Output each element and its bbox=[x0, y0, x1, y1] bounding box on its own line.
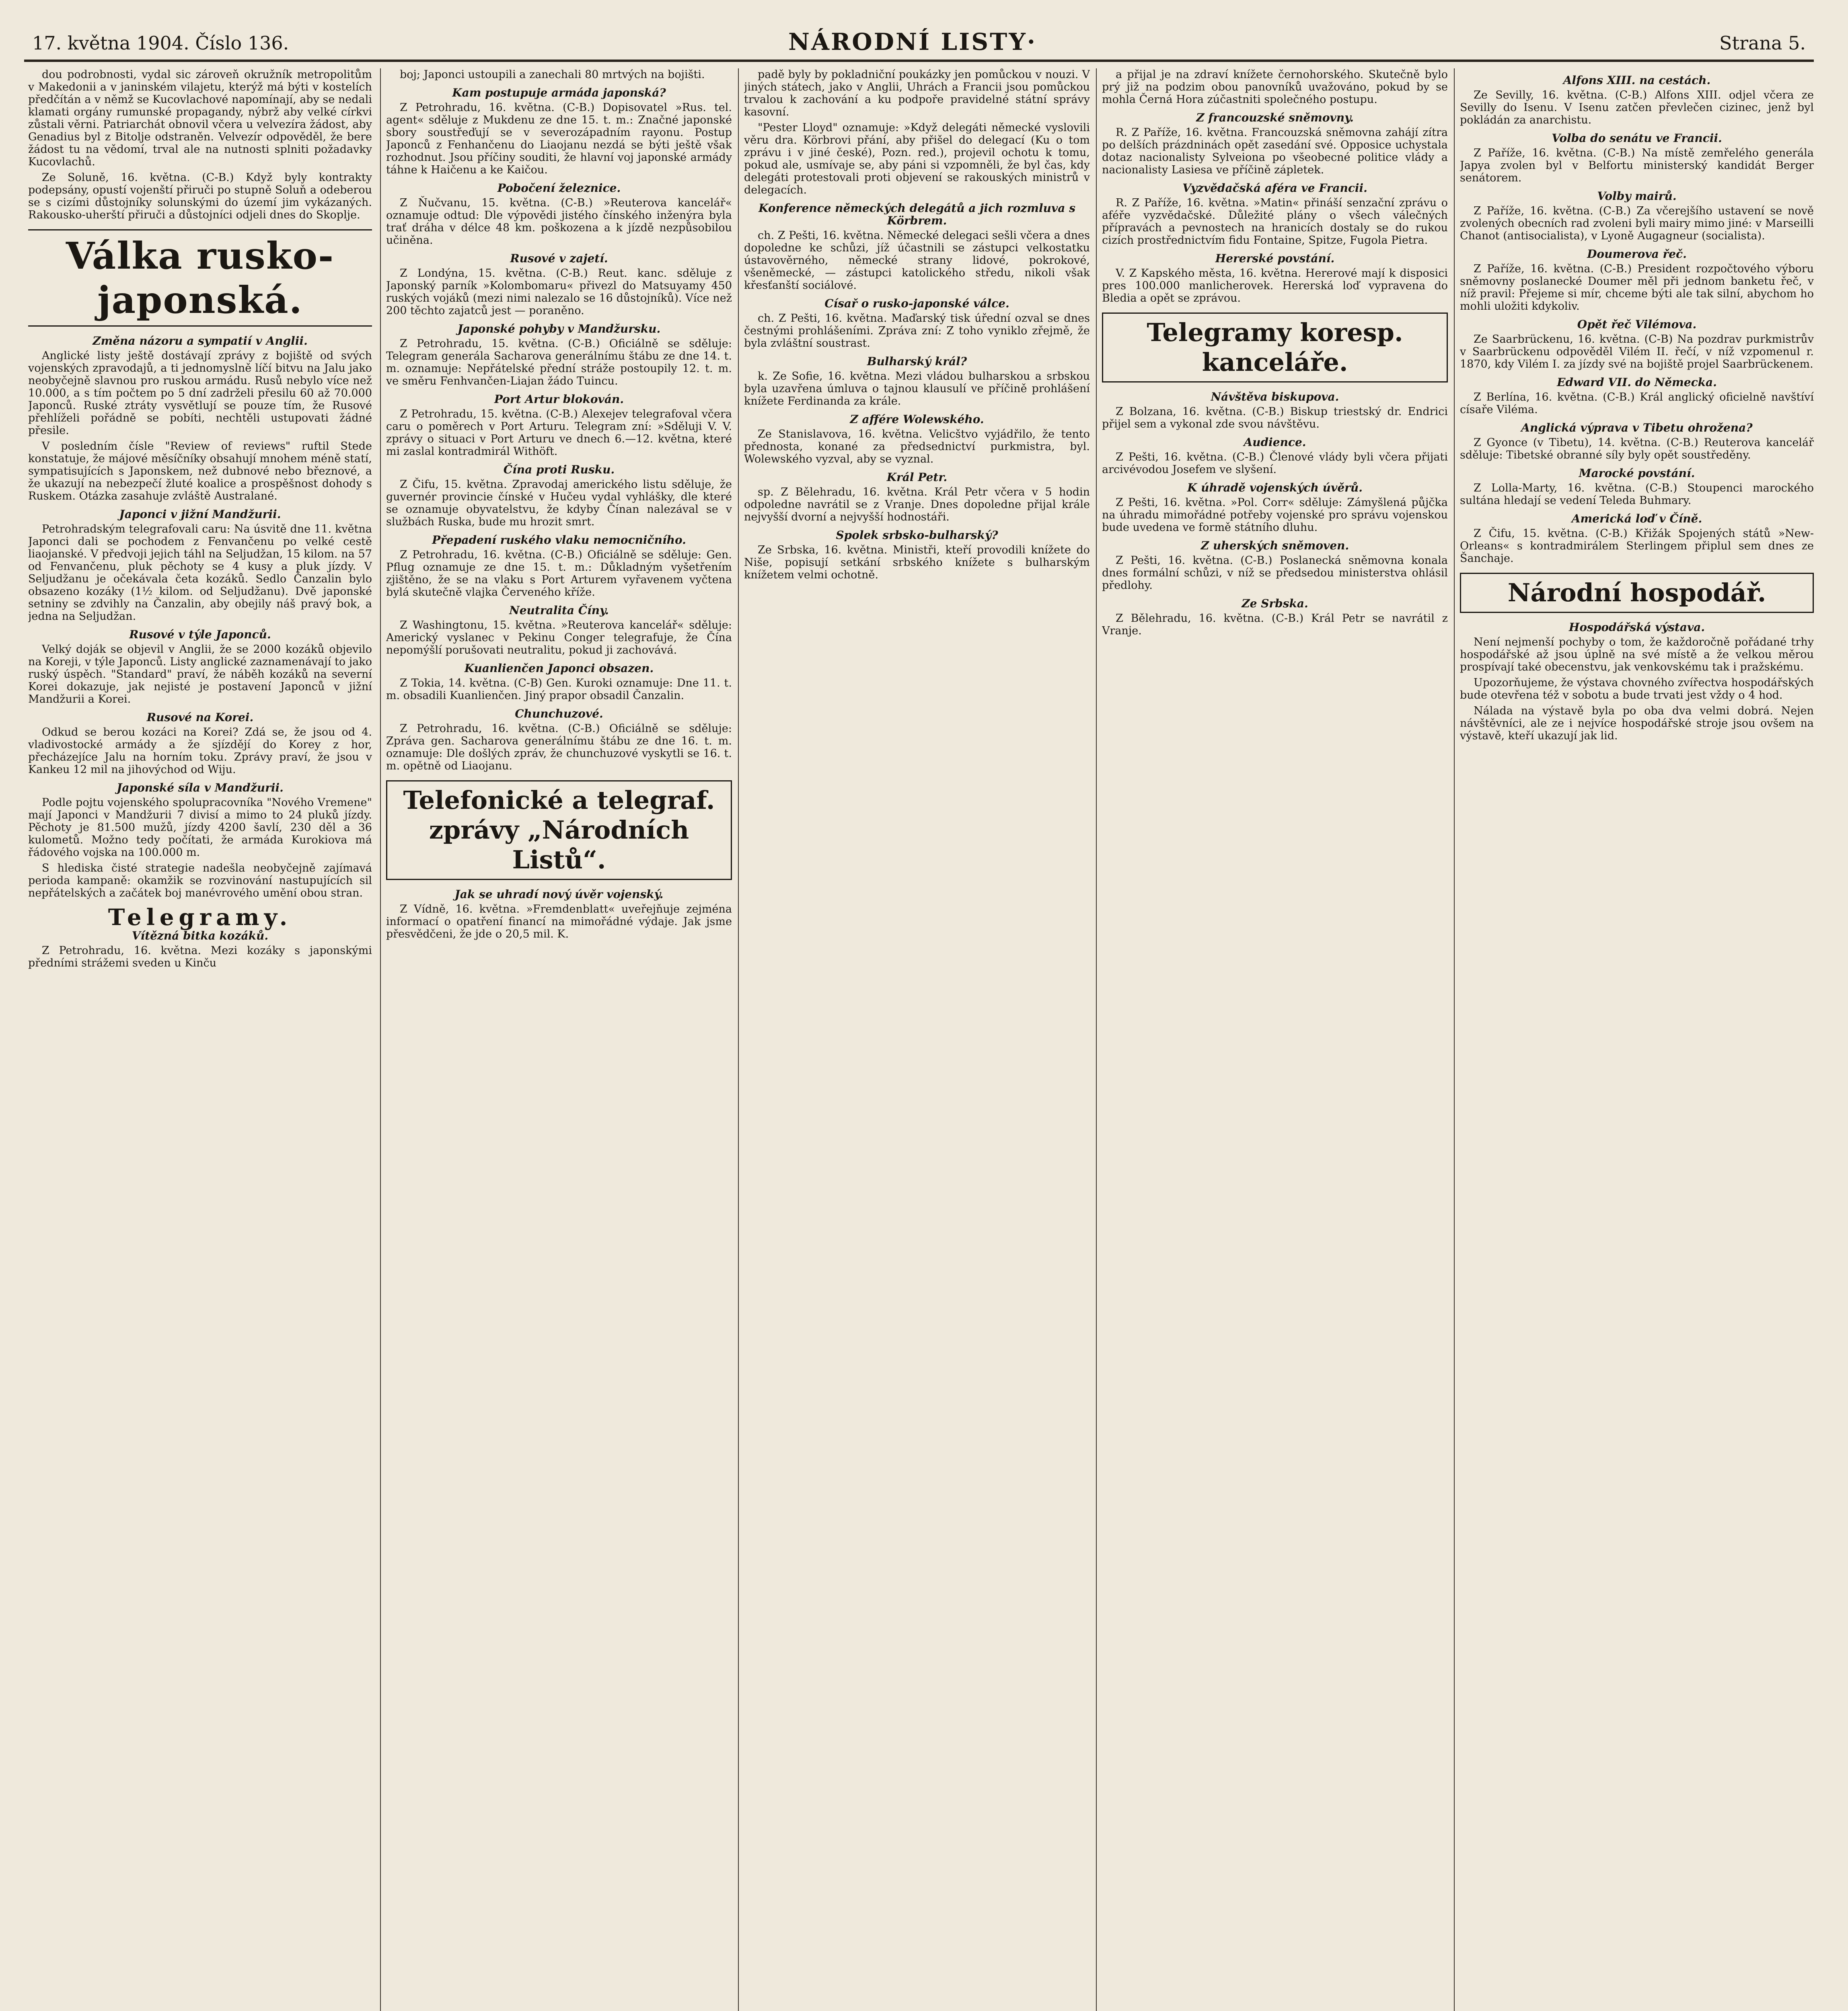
article-text: V posledním čísle "Review of reviews" ruftil Stede konstatuje, že májové měsíčníky obsahují mnohem méně statí, sympatisujících s Japonskem, než dubnové nebo březnové, a že ukazují na nebezpečí žluté koalice a prospěšnost dohody s Ruskem. Otázka zasahuje zvláště Australané. bbox=[28, 440, 372, 502]
article-heading: Japonské síla v Mandžurii. bbox=[117, 781, 284, 794]
article-text: padě byly by pokladniční poukázky jen pomůckou v nouzi. V jiných státech, jako v Anglii, Uhrách a Francii jsou pomůckou trvalou k zachování a ku podpoře pravidelné státní správy kasovní. bbox=[744, 68, 1090, 118]
article-text: Z Petrohradu, 16. května. (C-B.) Oficiálně se sděluje: Zpráva gen. Sacharova generálnímu štábu ze dne 16. t. m. oznamuje: Dle došlých zpráv, že chunchuzové vyskytli se 16. t. m. opětně od Liaojanu. bbox=[386, 722, 732, 772]
article-text: Ze Stanislavova, 16. května. Velicštvo vyjádřilo, že tento přednosta, konané za předsednictví purkmistra, byl. Wolewského vyzval, aby se vyznal. bbox=[744, 428, 1090, 465]
article-text: Nálada na výstavě byla po oba dva velmi dobrá. Nejen návštěvníci, ale ze i nejvíce hospodářské stroje jsou ovšem na výstavě, kteří ukazují jak lid. bbox=[1460, 705, 1814, 742]
article-text: Z Lolla-Marty, 16. května. (C-B.) Stoupenci marockého sultána hledají se vedení Teleda Buhmary. bbox=[1460, 482, 1814, 507]
article-heading: Neutralita Číny. bbox=[509, 604, 609, 617]
article-text: k. Ze Sofie, 16. května. Mezi vládou bulharskou a srbskou byla uzavřena úmluva o tajnou klausulí ve příčině prohlášení knížete Ferdinanda za krále. bbox=[744, 370, 1090, 407]
article-heading: Marocké povstání. bbox=[1579, 467, 1695, 480]
article-heading: Vítězná bitka kozáků. bbox=[132, 929, 269, 942]
article-text: Odkud se berou kozáci na Korei? Zdá se, že jsou od 4. vladivostocké armády a že sjízdějí do Korey z hor, přecházejíce Jalu na horním toku. Zprávy praví, že jsou v Kankeu 12 mil na jihovýchod od Wiju. bbox=[28, 726, 372, 776]
issue-date: 17. května 1904. Číslo 136. bbox=[32, 32, 289, 54]
article-text: Z Pešti, 16. května. (C-B.) Poslanecká sněmovna konala dnes formální schůzi, v níž se předsedou ministerstva ohlásil předlohy. bbox=[1102, 554, 1448, 592]
article-text: Z Petrohradu, 16. května. (C-B.) Dopisovatel »Rus. tel. agent« sděluje z Mukdenu ze dne 15. t. m.: Značné japonské sbory soustřeďují se v severozápadním rayonu. Postup Japonců z Fenhančenu do Liaojanu nezdá se býti ještě však rozhodnut. Jsou příčiny souditi, že hlavní voj japonské armády táhne k Haičenu a ke Kaičou. bbox=[386, 101, 732, 176]
article-heading: Kuanlienčen Japonci obsazen. bbox=[464, 662, 654, 675]
article-text: Z Bělehradu, 16. května. (C-B.) Král Petr se navrátil z Vranje. bbox=[1102, 612, 1448, 637]
masthead bbox=[24, 21, 1814, 62]
article-heading: Hererské povstání. bbox=[1215, 252, 1335, 265]
column-rule bbox=[738, 68, 739, 2011]
article-text: Ze Srbska, 16. května. Ministři, kteří provodili knížete do Niše, popisují setkání srbského knížete s bulharským knížetem velmi ochotně. bbox=[744, 544, 1090, 581]
article-heading: Z francouzské sněmovny. bbox=[1196, 111, 1354, 124]
article-text: sp. Z Bělehradu, 16. května. Král Petr včera v 5 hodin odpoledne navrátil se z Vranje. Dnes dopoledne přijal krále nejvyšší dvorní a nejvyšší hodnostáři. bbox=[744, 486, 1090, 523]
article-heading: Spolek srbsko-bulharský? bbox=[836, 528, 998, 542]
article-heading: Bulharský král? bbox=[867, 355, 967, 368]
column-4 bbox=[1102, 68, 1448, 2011]
article-heading: Vyzvědačská aféra ve Francii. bbox=[1182, 181, 1367, 195]
column-2 bbox=[386, 68, 732, 2011]
article-heading: Volba do senátu ve Francii. bbox=[1552, 132, 1722, 145]
article-heading: Port Artur blokován. bbox=[494, 393, 624, 406]
article-text: ch. Z Pešti, 16. května. Německé delegaci sešli včera a dnes dopoledne ke schůzi, jíž účastnili se zástupci velkostatku ústavověrného, německé strany lidové, pokrokové, všeněmecké, — zástupci katolického středu, nikoli však křesťanští sociálové. bbox=[744, 229, 1090, 292]
article-heading: K úhradě vojenských úvěrů. bbox=[1187, 481, 1363, 494]
section-title: Telefonické a telegraf. zprávy „Národních Listů“. bbox=[386, 780, 732, 880]
article-text: Ze Saarbrückenu, 16. května. (C-B) Na pozdrav purkmistrův v Saarbrückenu odpověděl Vilém II. řečí, v níž vzpomenul r. 1870, kdy Vilém I. za jízdy své na bojiště projel Saarbrückenem. bbox=[1460, 333, 1814, 370]
article-heading: Doumerova řeč. bbox=[1587, 247, 1687, 261]
article-heading: Čína proti Rusku. bbox=[503, 463, 615, 476]
article-text: V. Z Kapského města, 16. května. Hererové mají k disposici pres 100.000 manlicherovek. Hererská loď vypravena do Bledia a opět se zprávou. bbox=[1102, 267, 1448, 304]
article-heading: Chunchuzové. bbox=[515, 707, 603, 720]
newspaper-title: NÁRODNÍ LISTY· bbox=[788, 28, 1037, 56]
article-text: Z Petrohradu, 15. května. (C-B.) Alexejev telegrafoval včera caru o poměrech v Port Arturu. Telegram zní: »Sděluji V. V. zprávy o situaci v Port Arturu ve dnech 6.—12. května, které mi zaslal kontradmirál Withöft. bbox=[386, 408, 732, 458]
article-heading: Edward VII. do Německa. bbox=[1557, 376, 1717, 389]
article-heading: Přepadení ruského vlaku nemocničního. bbox=[432, 533, 686, 547]
article-text: Velký doják se objevil v Anglii, že se 2000 kozáků objevilo na Koreji, v týle Japonců. Listy anglické zaznamenávají to jako ruský úspěch. "Standard" praví, že náběh kozáků na severní Korei dokazuje, jak nejisté je postavení Japonců v jižní Mandžurii a Korei. bbox=[28, 643, 372, 705]
article-text: Z Čifu, 15. května. (C-B.) Křižák Spojených států »New-Orleans« s kontradmirálem Sterlingem připlul sem dnes ze Šanchaje. bbox=[1460, 527, 1814, 565]
article-heading: Hospodářská výstava. bbox=[1568, 621, 1705, 634]
article-text: Z Pešti, 16. května. »Pol. Corr« sděluje: Zámyšlená půjčka na úhradu mimořádné potřeby vojenské pro správu vojenskou bude uvedena ve formě státního dluhu. bbox=[1102, 496, 1448, 534]
article-text: Ze Sevilly, 16. května. (C-B.) Alfons XIII. odjel včera ze Sevilly do Isenu. V Isenu zatčen převlečen cizinec, jenž byl pokládán za anarchistu. bbox=[1460, 89, 1814, 126]
article-heading: Jak se uhradí nový úvěr vojenský. bbox=[454, 888, 664, 901]
article-text: "Pester Lloyd" oznamuje: »Když delegáti německé vyslovili věru dra. Körbrovi přání, aby přišel do delegací (Ku o tom zprávu i v jiné české), Pozn. red.), projevil ochotu k tomu, pokud ale, usmívaje se, aby páni si vzpomněli, že byl čas, kdy delegáti protestovali proti objevení se rakouských ministrů v delegacích. bbox=[744, 121, 1090, 196]
article-text: Ze Soluně, 16. května. (C-B.) Když byly kontrakty podepsány, opustí vojenští přiruči po stupně Soluň a odeberou se s cizími důstojníky solunskými do území jim vykázaných. Rakousko-uherští přiruči a důstojníci odjeli dnes do Skoplje. bbox=[28, 171, 372, 221]
article-heading: Pobočení železnice. bbox=[497, 181, 621, 195]
article-text: S hlediska čisté strategie nadešla neobyčejně zajímavá perioda kampaně: okamžik se rozvinování nastupujících sil nepřátelských a začátek boj manévrového umění obou stran. bbox=[28, 862, 372, 899]
article-text: Není nejmenší pochyby o tom, že každoročně pořádané trhy hospodářské až jsou úplně na své místě a že velkou měrou prospívají také obecenstvu, jak venkovskému tak i pražskému. bbox=[1460, 636, 1814, 673]
article-heading: Japonci v jižní Mandžurii. bbox=[119, 508, 281, 521]
article-text: Z Gyonce (v Tibetu), 14. května. (C-B.) Reuterova kancelář sděluje: Tibetské obranné síly byly opět soustředěny. bbox=[1460, 436, 1814, 461]
article-heading: Rusové na Korei. bbox=[146, 711, 254, 724]
article-text: Z Pešti, 16. května. (C-B.) Členové vlády byli včera přijati arcivévodou Josefem ve slyšení. bbox=[1102, 451, 1448, 476]
article-heading: Japonské pohyby v Mandžursku. bbox=[457, 322, 661, 335]
article-text: dou podrobnosti, vydal sic zároveň okružník metropolitům v Makedonii a v janinském vilajetu, kterýž má býti v kostelích předčítán a v němž se Kucovlachové napomínají, aby se nedali klamati orgány rumunské propagandy, nýbrž aby velké církvi zůstali věrni. Patriarchát obnovil včera u velvezíra žádost, aby Genadius byl z Bitolje odstraněn. Velvezír odpověděl, že bere žádost tu na vědomí, trval ale na nutnosti splniti požadavky Kucovlachů. bbox=[28, 68, 372, 168]
article-heading: Rusové v zajetí. bbox=[510, 252, 608, 265]
column-1 bbox=[28, 68, 372, 2011]
article-heading: Změna názoru a sympatií v Anglii. bbox=[93, 334, 308, 348]
article-text: Z Paříže, 16. května. (C-B.) Na místě zemřelého generála Japya zvolen byl v Belfortu ministerský kandidát Berger senátorem. bbox=[1460, 147, 1814, 184]
article-heading: Z affére Wolewského. bbox=[850, 413, 984, 426]
column-3 bbox=[744, 68, 1090, 2011]
article-heading: Kam postupuje armáda japonská? bbox=[452, 86, 666, 99]
article-text: Z Petrohradu, 16. května. Mezi kozáky s japonskými předními strážemi sveden u Kinču bbox=[28, 944, 372, 969]
article-text: R. Z Paříže, 16. května. Francouzská sněmovna zahájí zítra po delších prázdninách opět zasedání své. Opposice uchystala dotaz nacionalisty Sylveiona po všeobecné politice vlády a nacionalisty Lasiesa ve příčině zápletek. bbox=[1102, 126, 1448, 176]
article-text: Petrohradským telegrafovali caru: Na úsvitě dne 11. května Japonci dali se pochodem z Fenvančenu po velké cestě liaojanské. V předvoji jejich táhl na Seljudžan, 15 kilom. na 57 od Fenvančenu, pluk pěchoty se 4 kusy a pluk jízdy. V Seljudžanu je očekávala četa kozáků. Sedlo Čanzalin bylo obsazeno kozáky (1½ kilom. od Seljudžanu). Dvě japonské setniny se zdvihly na Čanzalin, aby obejily náš pravý bok, a jedna na Seljudžan. bbox=[28, 523, 372, 623]
article-text: boj; Japonci ustoupili a zanechali 80 mrtvých na bojišti. bbox=[400, 68, 705, 81]
column-rule bbox=[380, 68, 381, 2011]
article-heading: Král Petr. bbox=[886, 471, 948, 484]
article-heading: Návštěva biskupova. bbox=[1211, 390, 1339, 403]
article-text: ch. Z Pešti, 16. května. Maďarský tisk úřední ozval se dnes čestnými prohlášeními. Zpráva zní: Z toho vyniklo zřejmě, že byla zvláštní soustrast. bbox=[744, 312, 1090, 350]
article-text: a přijal je na zdraví knížete černohorského. Skutečně bylo prý již na podzim obou panovníků uvažováno, pokud by se mohla Černá Hora zúčastniti společného postupu. bbox=[1102, 68, 1448, 106]
column-5 bbox=[1460, 68, 1814, 2011]
article-text: Upozorňujeme, že výstava chovného zvířectva hospodářských bude otevřena též v sobotu a bude trvati jest vždy o 4 hod. bbox=[1460, 677, 1814, 701]
telegrams-heading: Telegramy. bbox=[108, 904, 292, 931]
section-title: Národní hospodář. bbox=[1460, 573, 1814, 613]
article-text: Z Vídně, 16. května. »Fremdenblatt« uveřejňuje zejména informací o opatření financí na mimořádné výdaje. Jak jsme přesvědčeni, že jde o 20,5 mil. K. bbox=[386, 903, 732, 940]
article-text: Z Tokia, 14. května. (C-B) Gen. Kuroki oznamuje: Dne 11. t. m. obsadili Kuanlienčen. Jiný prapor obsadil Čanzalin. bbox=[386, 677, 732, 702]
article-text: Podle pojtu vojenského spolupracovníka "Nového Vremene" mají Japonci v Mandžurii 7 divisí a mimo to 24 pluků jízdy. Pěchoty je 81.500 mužů, jízdy 4200 šavlí, 230 děl a 36 kulometů. Možno tedy počítati, že armáda Kurokiova má řádového vojska na 100.000 m. bbox=[28, 796, 372, 859]
article-text: Z Washingtonu, 15. května. »Reuterova kancelář« sděluje: Americký vyslanec v Pekinu Conger telegrafuje, že Čína nepomýšlí porušovati neutralitu, pokud ji zachovává. bbox=[386, 619, 732, 656]
column-rule bbox=[1096, 68, 1097, 2011]
article-heading: Ze Srbska. bbox=[1242, 597, 1308, 610]
article-text: R. Z Paříže, 16. května. »Matin« přináší senzační zprávu o aféře vyzvědačské. Důležité plány o všech válečných přípravách a pevnostech na hranicích dostaly se do rukou cizích prostřednictvím fidu Fontaine, Spitze, Fugola Pietra. bbox=[1102, 197, 1448, 247]
article-text: Z Čifu, 15. května. Zpravodaj amerického listu sděluje, že guvernér provincie čínské v Hučeu vydal vyhlášky, dle které se oznamuje obyvatelstvu, že kdyby Čínan nalezával se v službách Ruska, bude mu hrozit smrt. bbox=[386, 478, 732, 528]
article-heading: Audience. bbox=[1244, 436, 1306, 449]
article-heading: Volby mairů. bbox=[1597, 189, 1677, 203]
article-text: Z Ňučvanu, 15. května. (C-B.) »Reuterova kancelář« oznamuje odtud: Dle výpovědi jistého čínského inženýra byla trať dráha v délce 48 km. poškozena a k jízdě nezpůsobilou učiněna. bbox=[386, 197, 732, 247]
article-text: Z Bolzana, 16. května. (C-B.) Biskup triestský dr. Endrici přijel sem a vykonal zde svou návštěvu. bbox=[1102, 405, 1448, 430]
article-heading: Anglická výprava v Tibetu ohrožena? bbox=[1521, 421, 1753, 434]
article-text: Z Paříže, 16. května. (C-B.) President rozpočtového výboru sněmovny poslanecké Doumer měl při jednom banketu řeč, v níž pravil: Přejeme si mír, chceme býti ale tak silní, abychom ho mohli uložiti kdykoliv. bbox=[1460, 263, 1814, 313]
section-title: Telegramy koresp. kanceláře. bbox=[1102, 313, 1448, 382]
article-text: Z Petrohradu, 16. května. (C-B.) Oficiálně se sděluje: Gen. Pflug oznamuje ze dne 15. t. m.: Důkladným vyšetřením zjištěno, že se na vlaku s Port Arturem vyřavenem vyčtena bylá skutečně vlajka Červeného kříže. bbox=[386, 549, 732, 598]
page-number: Strana 5. bbox=[1719, 32, 1806, 54]
article-heading: Alfons XIII. na cestách. bbox=[1563, 74, 1711, 87]
article-text: Z Londýna, 15. května. (C-B.) Reut. kanc. sděluje z Japonský parník »Kolombomaru« přivezl do Matsuyamy 450 ruských vojáků (mezi nimi nalezalo se 16 důstojníků). Více než 200 těchto zajatců jest — poraněno. bbox=[386, 267, 732, 317]
article-heading: Americká loď v Číně. bbox=[1571, 512, 1702, 525]
article-text: Z Berlína, 16. května. (C-B.) Král anglický oficielně navštíví císaře Viléma. bbox=[1460, 391, 1814, 416]
article-heading: Rusové v týle Japonců. bbox=[129, 628, 271, 641]
article-heading: Z uherských sněmoven. bbox=[1200, 539, 1349, 552]
article-text: Z Petrohradu, 15. května. (C-B.) Oficiálně se sděluje: Telegram generála Sacharova generálnímu štábu ze dne 14. t. m. oznamuje: Nepřátelské přední stráže postoupily 12. t. m. ve směru Fenhvančen-Liajan žádo Tuincu. bbox=[386, 337, 732, 387]
article-heading: Císař o rusko-japonské válce. bbox=[824, 297, 1009, 310]
section-title: Válka rusko-japonská. bbox=[28, 229, 372, 327]
article-text: Z Paříže, 16. května. (C-B.) Za včerejšího ustavení se nově zvolených obecních rad zvoleni byli mairy mimo jiné: v Marseilli Chanot (antisocialista), v Lyoně Augagneur (socialista). bbox=[1460, 205, 1814, 242]
article-heading: Opět řeč Vilémova. bbox=[1577, 318, 1697, 331]
column-rule bbox=[1454, 68, 1455, 2011]
article-text: Anglické listy ještě dostávají zprávy z bojiště od svých vojenských zpravodajů, a ti jednomyslně líčí bitvu na Jalu jako neobyčejně slavnou pro ruskou armádu. Rusů nebylo více než 10.000, a s tím počtem po 5 dní zadrželi přesilu 60 až 70.000 Japonců. Ruské ztráty vysvětlují se pouze tím, že Rusové přehlíželi pořádně se pobíti, nechtěli ustupovati žádné přesile. bbox=[28, 350, 372, 437]
article-heading: Konference německých delegátů a jich rozmluva s Körbrem. bbox=[759, 202, 1075, 227]
